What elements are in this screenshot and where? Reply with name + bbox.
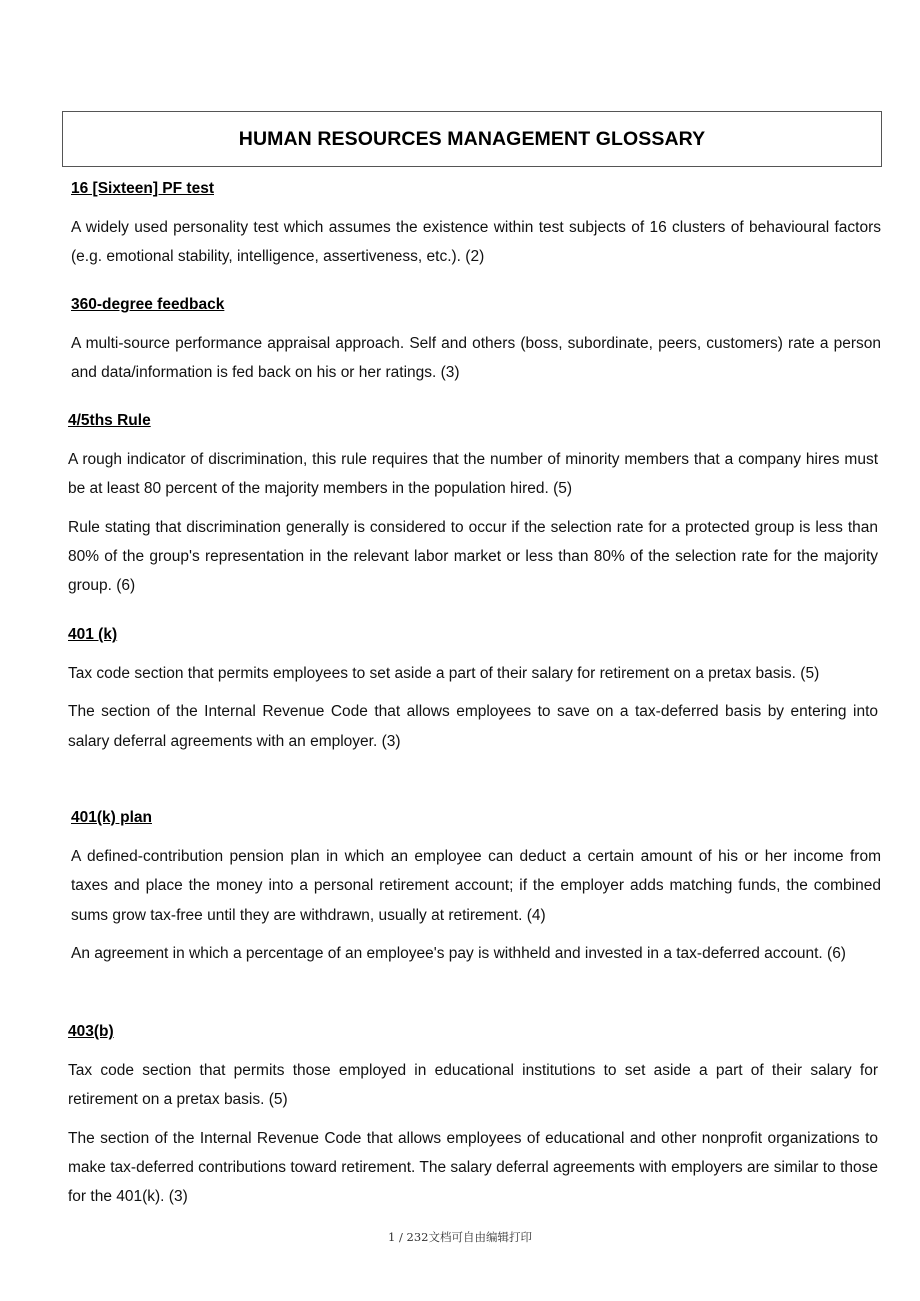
glossary-term: 360-degree feedback [71, 296, 225, 313]
page-title: HUMAN RESOURCES MANAGEMENT GLOSSARY [238, 127, 706, 150]
glossary-entry [71, 179, 881, 272]
glossary-term: 401 (k) [68, 626, 118, 643]
glossary-term: 16 [Sixteen] PF test [71, 180, 214, 197]
glossary-term: 4/5ths Rule [68, 412, 151, 429]
glossary-term: 403(b) [68, 1023, 114, 1040]
glossary-definition: A widely used personality test which assumes the existence within test subjects of 16 clusters of behavioural factors (e.g. emotional stability, intelligence, assertiveness, etc.). (2) [71, 219, 881, 266]
glossary-definition: The section of the Internal Revenue Code that allows employees to save on a tax-deferred basis by entering into salary deferral agreements with an employer. (3) [68, 703, 878, 750]
title-box [62, 111, 882, 167]
glossary-entry [71, 295, 881, 388]
glossary-definition: An agreement in which a percentage of an employee's pay is withheld and invested in a tax-deferred account. (6) [71, 944, 846, 962]
glossary-entry [68, 411, 878, 600]
glossary-definition: Tax code section that permits those employed in educational institutions to set aside a part of their salary for retirement on a pretax basis. (5) [68, 1062, 878, 1109]
glossary-entry [68, 1022, 878, 1211]
glossary-definition: Rule stating that discrimination generally is considered to occur if the selection rate for a protected group is less than 80% of the group's representation in the relevant labor market or less than 80% of the selection rate for the majority group. (6) [68, 518, 878, 595]
glossary-definition: Tax code section that permits employees to set aside a part of their salary for retirement on a pretax basis. (5) [68, 665, 820, 682]
glossary-definition: The section of the Internal Revenue Code that allows employees of educational and other nonprofit organizations to make tax-deferred contributions toward retirement. The salary deferral agreements with employers are similar to those for the 401(k). (3) [68, 1129, 878, 1206]
glossary-definition: A defined-contribution pension plan in which an employee can deduct a certain amount of his or her income from taxes and place the money into a personal retirement account; if the employer adds matching funds, the combined sums grow tax-free until they are withdrawn, usually at retirement. (4) [71, 848, 881, 924]
page-footer: 1 / 232文档可自由编辑打印 [388, 1230, 532, 1244]
glossary-entry [68, 625, 878, 756]
glossary-entry [71, 808, 881, 968]
glossary-term: 401(k) plan [71, 809, 152, 826]
glossary-definition: A multi-source performance appraisal approach. Self and others (boss, subordinate, peers, customers) rate a person and data/information is fed back on his or her ratings. (3) [71, 335, 881, 382]
glossary-definition: A rough indicator of discrimination, this rule requires that the number of minority members that a company hires must be at least 80 percent of the majority members in the population hired. (5) [68, 451, 878, 498]
